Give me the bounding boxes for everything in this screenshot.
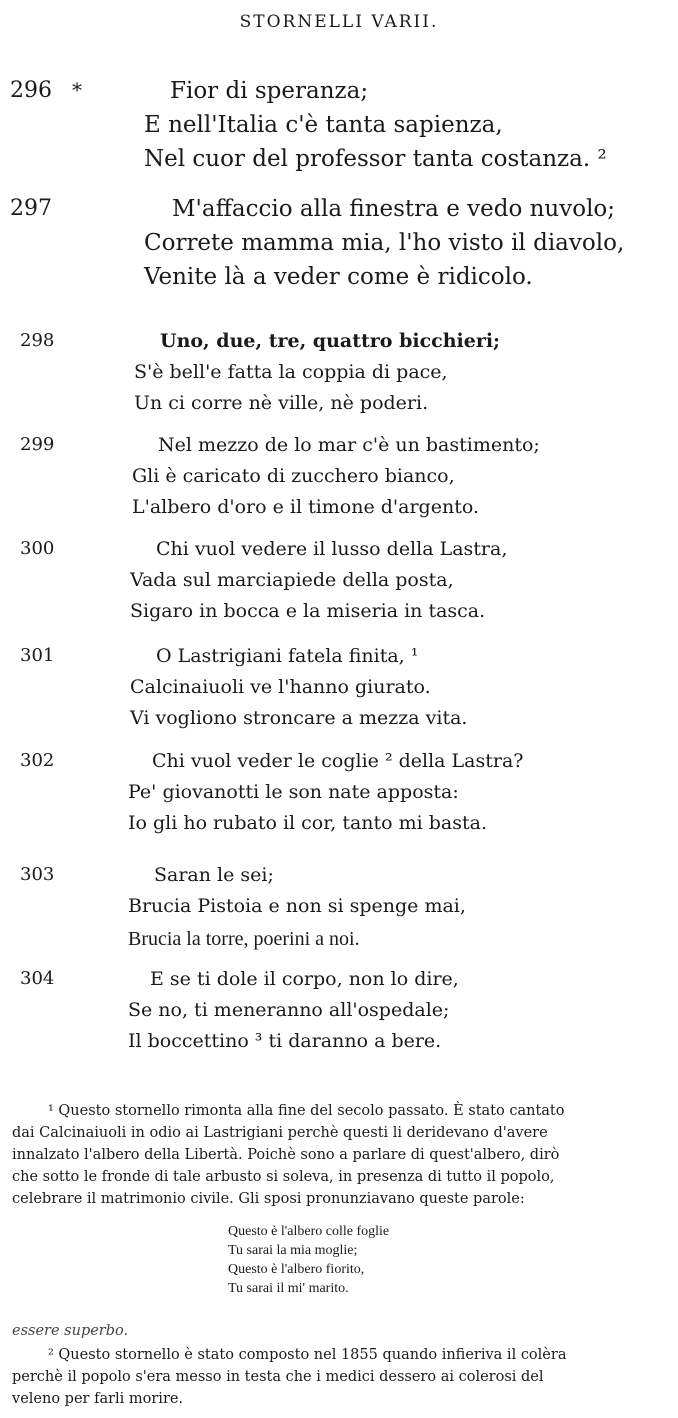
verse-line: M'affaccio alla finestra e vedo nuvolo; [172,196,616,222]
verse-line: Tu sarai il mi' marito. [228,1281,349,1296]
stanza-number: 301 [20,645,55,666]
verse-line: Saran le sei; [154,864,274,886]
verse-line: Sigaro in bocca e la miseria in tasca. [130,600,486,622]
stanza-number: 296 [10,78,52,103]
verse-line: Il boccettino ³ ti daranno a bere. [128,1030,442,1052]
verse-line: Venite là a veder come è ridicolo. [144,264,533,290]
verse-line: Tu sarai la mia moglie; [228,1243,358,1258]
footnote-1-line: innalzato l'albero della Libertà. Poichè sono a parlare di quest'albero, dirò [12,1147,560,1163]
verse-line: Se no, ti meneranno all'ospedale; [128,999,450,1021]
stanza-number: 297 [10,196,52,221]
verse-line: Brucia la torre, poerini a noi. [128,928,360,950]
footnote-1-line: ¹ Questo stornello rimonta alla fine del secolo passato. È stato cantato [48,1103,565,1119]
footnote-1-line: celebrare il matrimonio civile. Gli sposi pronunziavano queste parole: [12,1191,525,1207]
page-header: STORNELLI VARII. [239,12,439,32]
verse-line: Brucia Pistoia e non si spenge mai, [128,895,466,917]
verse-line: Vi vogliono stroncare a mezza vita. [130,707,468,729]
footnote-2-line: ² Questo stornello è stato composto nel 1855 quando infieriva il colèra [48,1347,567,1363]
verse-line: O Lastrigiani fatela finita, ¹ [156,645,419,667]
stanza-number: 302 [20,750,55,771]
verse-line: Chi vuol veder le coglie ² della Lastra? [152,750,524,772]
verse-line: S'è bell'e fatta la coppia di pace, [134,361,448,383]
verse-line: Uno, due, tre, quattro bicchieri; [160,330,501,352]
verse-line: Fior di speranza; [170,78,369,104]
stanza-number: 298 [20,330,55,351]
verse-line: Un ci corre nè ville, nè poderi. [134,392,429,414]
footnote-2-line: veleno per farli morire. [12,1391,184,1407]
verse-line: E se ti dole il corpo, non lo dire, [150,968,459,990]
verse-line: Gli è caricato di zucchero bianco, [132,465,455,487]
stanza-number: 303 [20,864,55,885]
verse-line: Correte mamma mia, l'ho visto il diavolo, [144,230,625,256]
verse-line: Nel mezzo de lo mar c'è un bastimento; [158,434,540,456]
footnote-1-line: che sotto le fronde di tale arbusto si soleva, in presenza di tutto il popolo, [12,1169,555,1185]
footnote-tail-line: essere superbo. [12,1323,129,1339]
stanza-number: 304 [20,968,55,989]
verse-line: Chi vuol vedere il lusso della Lastra, [156,538,508,560]
footnote-1-line: dai Calcinaiuoli in odio ai Lastrigiani perchè questi li deridevano d'avere [12,1125,548,1141]
verse-line: Pe' giovanotti le son nate apposta: [128,781,459,803]
verse-line: Io gli ho rubato il cor, tanto mi basta. [128,812,488,834]
stanza-number: 299 [20,434,55,455]
verse-line: L'albero d'oro e il timone d'argento. [132,496,479,518]
verse-line: Questo è l'albero fiorito, [228,1262,365,1277]
verse-line: Questo è l'albero colle foglie [228,1224,390,1239]
verse-line: Calcinaiuoli ve l'hanno giurato. [130,676,431,698]
verse-line: Nel cuor del professor tanta costanza. ² [144,146,607,172]
footnote-2-line: perchè il popolo s'era messo in testa che i medici dessero ai colerosi del [12,1369,544,1385]
verse-line: E nell'Italia c'è tanta sapienza, [144,112,503,138]
stanza-marker: * [72,78,82,102]
stanza-number: 300 [20,538,55,559]
verse-line: Vada sul marciapiede della posta, [130,569,454,591]
